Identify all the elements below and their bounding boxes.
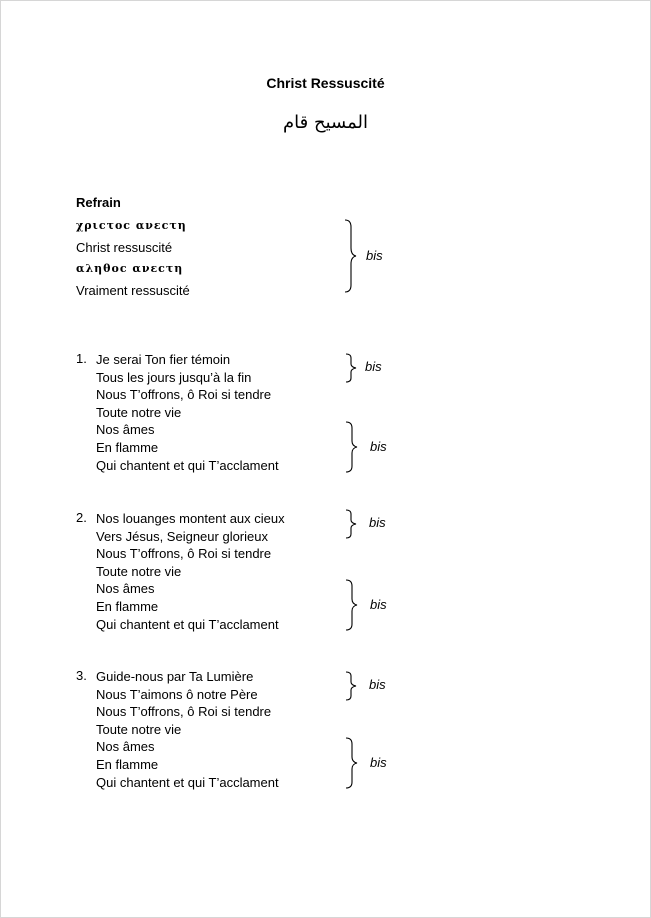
verse-3-brace-a-icon [344, 671, 358, 701]
verse-line: Nos âmes [96, 739, 155, 755]
verse-1-bis-a: bis [365, 359, 382, 374]
verse-line: En flamme [96, 598, 159, 614]
verse-line: Qui chantent et qui T’acclament [96, 774, 279, 790]
verse-line: Qui chantent et qui T’acclament [96, 457, 279, 473]
verse-number: 1. [76, 351, 87, 366]
verse-line: Guide-nous par Ta Lumière [96, 669, 254, 684]
verse-2-bis-b: bis [370, 597, 387, 612]
verse-number: 2. [76, 510, 87, 525]
song-title: Christ Ressuscité [266, 75, 385, 91]
verse-line: En flamme [96, 439, 159, 455]
verse-line: Vers Jésus, Seigneur glorieux [96, 528, 268, 544]
verse-line: Qui chantent et qui T’acclament [96, 616, 279, 632]
verse-line: Nos louanges montent aux cieux [96, 511, 285, 526]
verse-line: Toute notre vie [96, 563, 182, 579]
verse-line: Toute notre vie [96, 721, 182, 737]
verse-3-bis-a: bis [369, 677, 386, 692]
refrain-line-2: Christ ressuscité [76, 239, 173, 255]
verse-line: Nous T’offrons, ô Roi si tendre [96, 546, 272, 562]
verse-line: Nous T’aimons ô notre Père [96, 686, 258, 702]
verse-2-brace-b-icon [344, 579, 358, 631]
verse-line: Je serai Ton fier témoin [96, 352, 231, 367]
refrain-line-4: Vraiment ressuscité [76, 282, 190, 298]
verse-line: En flamme [96, 756, 159, 772]
refrain-line-greek-1: χριϲτοϲ ανεϲτη [76, 219, 187, 232]
verse-line: Nos âmes [96, 422, 155, 438]
refrain-heading: Refrain [76, 195, 121, 210]
verse-1-brace-b-icon [344, 421, 358, 473]
arabic-title: المسيح قام [283, 112, 368, 133]
verse-1-lines [96, 351, 279, 474]
verse-3-brace-b-icon [344, 737, 358, 789]
verse-line: Nos âmes [96, 581, 155, 597]
refrain-line-greek-3: αληθοϲ ανεϲτη [76, 262, 184, 275]
verse-line: Nous T’offrons, ô Roi si tendre [96, 387, 272, 403]
verse-1-brace-a-icon [344, 353, 358, 383]
refrain-lines [76, 215, 190, 301]
verse-line: Toute notre vie [96, 404, 182, 420]
verse-line: Nous T’offrons, ô Roi si tendre [96, 704, 272, 720]
refrain-brace-icon [343, 219, 357, 293]
verse-3-lines [96, 668, 279, 791]
verse-1-bis-b: bis [370, 439, 387, 454]
refrain-bis: bis [366, 248, 383, 263]
verse-number: 3. [76, 668, 87, 683]
verse-2-bis-a: bis [369, 515, 386, 530]
verse-2-lines [96, 510, 285, 633]
verse-3-bis-b: bis [370, 755, 387, 770]
verse-line: Tous les jours jusqu’à la fin [96, 369, 252, 385]
verse-2-brace-a-icon [344, 509, 358, 539]
